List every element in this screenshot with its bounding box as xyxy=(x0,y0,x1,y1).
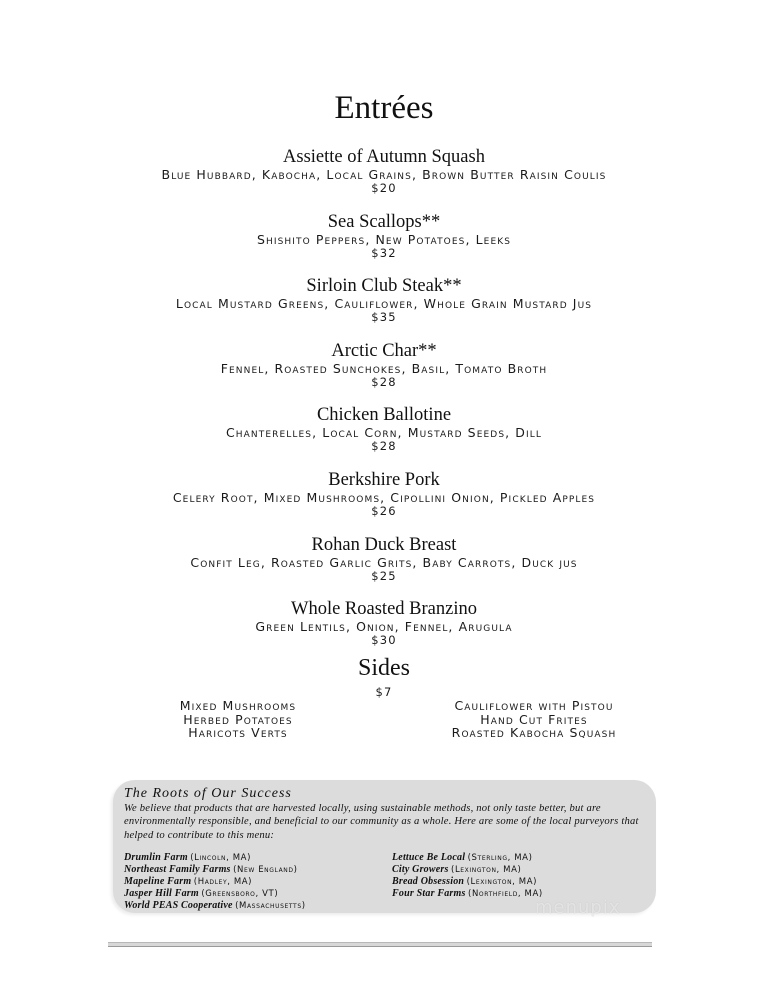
watermark-logo: menupix xyxy=(535,897,621,918)
dish-name: Rohan Duck Breast xyxy=(311,534,457,555)
purveyor-item xyxy=(392,888,543,900)
purveyor-item xyxy=(124,900,306,912)
side-item: Hand Cut Frites xyxy=(480,711,588,727)
footer-divider xyxy=(108,942,652,947)
side-item: Roasted Kabocha Squash xyxy=(451,725,617,740)
dish-price: $26 xyxy=(371,503,397,518)
purveyor-location: (New England) xyxy=(233,865,298,875)
purveyor-item xyxy=(124,852,306,864)
purveyor-item xyxy=(392,864,543,876)
purveyor-name: World PEAS Cooperative xyxy=(124,900,233,911)
entree-item xyxy=(0,146,768,211)
purveyor-location: (Northfield, MA) xyxy=(468,889,543,899)
entree-item xyxy=(0,275,768,340)
dish-description: Local Mustard Greens, Cauliflower, Whole Grain Mustard Jus xyxy=(175,296,593,312)
purveyor-item xyxy=(124,876,306,888)
purveyor-name: Bread Obsession xyxy=(392,876,465,887)
purveyor-name: Jasper Hill Farm xyxy=(124,888,199,899)
purveyor-name: Northeast Family Farms xyxy=(124,864,231,875)
dish-name: Whole Roasted Branzino xyxy=(291,599,477,620)
purveyor-item xyxy=(392,852,543,864)
purveyor-location: (Greensboro, VT) xyxy=(201,889,279,899)
entree-item xyxy=(0,534,768,599)
dish-price: $32 xyxy=(371,245,397,260)
roots-of-success-box xyxy=(113,780,656,913)
dish-description: Chanterelles, Local Corn, Mustard Seeds, Dill xyxy=(225,425,542,441)
entree-item xyxy=(0,469,768,534)
purveyor-name: City Growers xyxy=(392,864,449,875)
entrees-list xyxy=(0,146,768,663)
dish-description: Celery Root, Mixed Mushrooms, Cipollini Onion, Pickled Apples xyxy=(172,489,596,505)
purveyor-item xyxy=(124,864,306,876)
purveyors-right-column xyxy=(392,852,543,900)
dish-price: $25 xyxy=(371,568,397,583)
sides-left-column xyxy=(166,699,310,740)
entree-item xyxy=(0,404,768,469)
purveyor-name: Lettuce Be Local xyxy=(392,852,466,863)
entree-item xyxy=(0,211,768,276)
dish-name: Assiette of Autumn Squash xyxy=(283,147,485,167)
entree-item xyxy=(0,340,768,405)
roots-title: The Roots of Our Success xyxy=(124,786,292,801)
side-item: Mixed Mushrooms xyxy=(179,698,297,713)
dish-description: Fennel, Roasted Sunchokes, Basil, Tomato Broth xyxy=(220,360,548,376)
purveyor-location: (Lexington, MA) xyxy=(451,865,522,875)
sides-price: $7 xyxy=(375,685,393,699)
dish-price: $30 xyxy=(371,633,397,648)
purveyor-name: Four Star Farms xyxy=(392,888,466,899)
roots-description: We believe that products that are harvested locally, using sustainable methods, not only taste better, but are environmentally responsible, and beneficial to our community as a whole. Here are some of the local purveyors that helped to contribute to this menu: xyxy=(124,803,639,841)
purveyor-location: (Lincoln, MA) xyxy=(190,853,251,863)
purveyor-location: (Hadley, MA) xyxy=(193,877,253,887)
dish-name: Chicken Ballotine xyxy=(316,405,452,426)
dish-price: $35 xyxy=(371,310,397,325)
sides-title: Sides xyxy=(357,655,410,681)
side-item: Cauliflower with Pistou xyxy=(454,698,614,713)
side-item: Haricots Verts xyxy=(188,725,288,740)
dish-description: Blue Hubbard, Kabocha, Local Grains, Brown Butter Raisin Coulis xyxy=(161,167,607,182)
dish-name: Arctic Char** xyxy=(331,340,437,361)
purveyor-item xyxy=(124,888,306,900)
dish-description: Shishito Peppers, New Potatoes, Leeks xyxy=(256,231,512,247)
sides-right-column xyxy=(436,699,632,740)
purveyor-location: (Lexington, MA) xyxy=(466,877,538,887)
purveyors-left-column xyxy=(124,852,306,912)
dish-description: Confit Leg, Roasted Garlic Grits, Baby Carrots, Duck jus xyxy=(190,554,578,570)
dish-price: $20 xyxy=(371,181,397,195)
purveyor-location: (Sterling, MA) xyxy=(467,853,533,863)
dish-name: Berkshire Pork xyxy=(328,469,440,490)
dish-name: Sea Scallops** xyxy=(327,211,441,232)
purveyor-name: Drumlin Farm xyxy=(124,852,188,863)
purveyor-item xyxy=(392,876,543,888)
side-item: Herbed Potatoes xyxy=(183,711,293,727)
dish-price: $28 xyxy=(371,439,397,454)
purveyor-location: (Massachusetts) xyxy=(235,901,306,911)
dish-description: Green Lentils, Onion, Fennel, Arugula xyxy=(255,619,513,635)
purveyor-name: Mapeline Farm xyxy=(124,876,192,887)
dish-name: Sirloin Club Steak** xyxy=(306,276,462,297)
page-title: Entrées xyxy=(334,90,434,126)
dish-price: $28 xyxy=(371,374,397,389)
